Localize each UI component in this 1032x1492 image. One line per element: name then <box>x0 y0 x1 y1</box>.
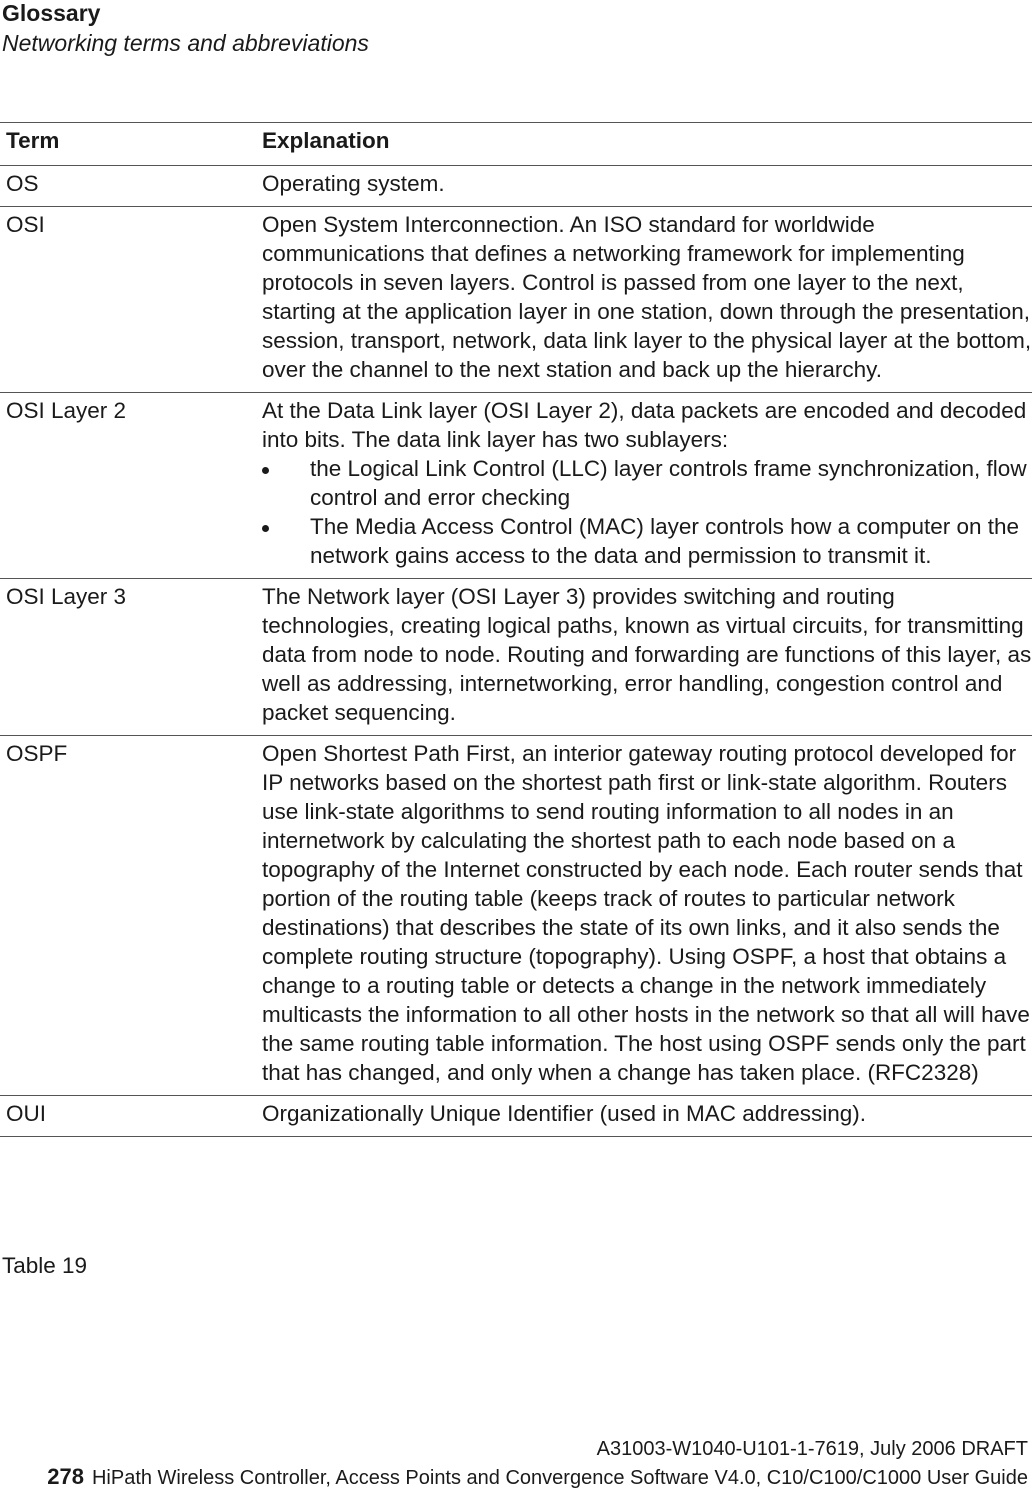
table-row <box>0 166 1032 207</box>
term-cell: OSI Layer 3 <box>6 584 127 609</box>
section-title: Glossary <box>2 0 101 26</box>
column-header-term: Term <box>6 128 60 153</box>
explanation-cell: Open Shortest Path First, an interior gateway routing protocol developed for IP networks based on the shortest path first or link-state algorithm. Routers use link-state algorithms to send routing information to all nodes in an internetwork by calculating the shortest path to each node based on a topography of the Internet constructed by each node. Each router sends that portion of the routing table (keeps track of routes to particular network destinations) that describes the state of its own links, and it also sends the complete routing structure (topography). Using OSPF, a host that obtains a change to a routing table or detects a change in the network immediately multicasts the information to all other hosts in the network so that all will have the same routing table information. The host using OSPF sends only the part that has changed, and only when a change has taken place. (RFC2328) <box>262 741 1030 1085</box>
term-cell: OS <box>6 171 39 196</box>
explanation-text: At the Data Link layer (OSI Layer 2), data packets are encoded and decoded into bits. The data link layer has two sublayers: <box>262 398 1027 452</box>
table-header-row <box>0 123 1032 166</box>
bullet-list <box>262 454 1032 570</box>
table-caption: Table 19 <box>2 1253 88 1278</box>
term-cell: OSI Layer 2 <box>6 398 127 423</box>
page-number: 278 <box>47 1464 84 1489</box>
column-header-explanation: Explanation <box>262 128 390 153</box>
term-cell: OSI <box>6 212 45 237</box>
guide-title: HiPath Wireless Controller, Access Points and Convergence Software V4.0, C10/C100/C1000 User Guide <box>91 1467 1028 1489</box>
explanation-cell: The Network layer (OSI Layer 3) provides switching and routing technologies, creating logical paths, known as virtual circuits, for transmitting data from node to node. Routing and forwarding are functions of this layer, as well as addressing, internetworking, error handling, congestion control and packet sequencing. <box>262 584 1032 725</box>
explanation-cell: Operating system. <box>262 171 445 196</box>
explanation-cell: Open System Interconnection. An ISO standard for worldwide communications that defines a networking framework for implementing protocols in seven layers. Control is passed from one layer to the next, starting at the application layer in one station, down through the presentation, session, transport, network, data link layer to the physical layer at the bottom, over the channel to the next station and back up the hierarchy. <box>262 212 1032 382</box>
term-cell: OSPF <box>6 741 68 766</box>
explanation-cell <box>262 393 1032 579</box>
table-row <box>0 207 1032 393</box>
document-id: A31003-W1040-U101-1-7619, July 2006 DRAFT <box>596 1438 1028 1460</box>
glossary-table <box>0 122 1032 1137</box>
footer-guide-line <box>47 1463 1028 1492</box>
term-cell: OUI <box>6 1101 47 1126</box>
table-row <box>0 1096 1032 1137</box>
explanation-cell: Organizationally Unique Identifier (used in MAC addressing). <box>262 1101 867 1126</box>
table-row <box>0 393 1032 579</box>
page-footer <box>47 1435 1028 1492</box>
bullet-item: the Logical Link Control (LLC) layer controls frame synchronization, flow control and error checking <box>262 454 1032 512</box>
page-header <box>2 0 369 60</box>
table-row <box>0 736 1032 1096</box>
section-subtitle: Networking terms and abbreviations <box>2 30 369 56</box>
table-row <box>0 579 1032 736</box>
bullet-item: The Media Access Control (MAC) layer controls how a computer on the network gains access to the data and permission to transmit it. <box>262 512 1032 570</box>
